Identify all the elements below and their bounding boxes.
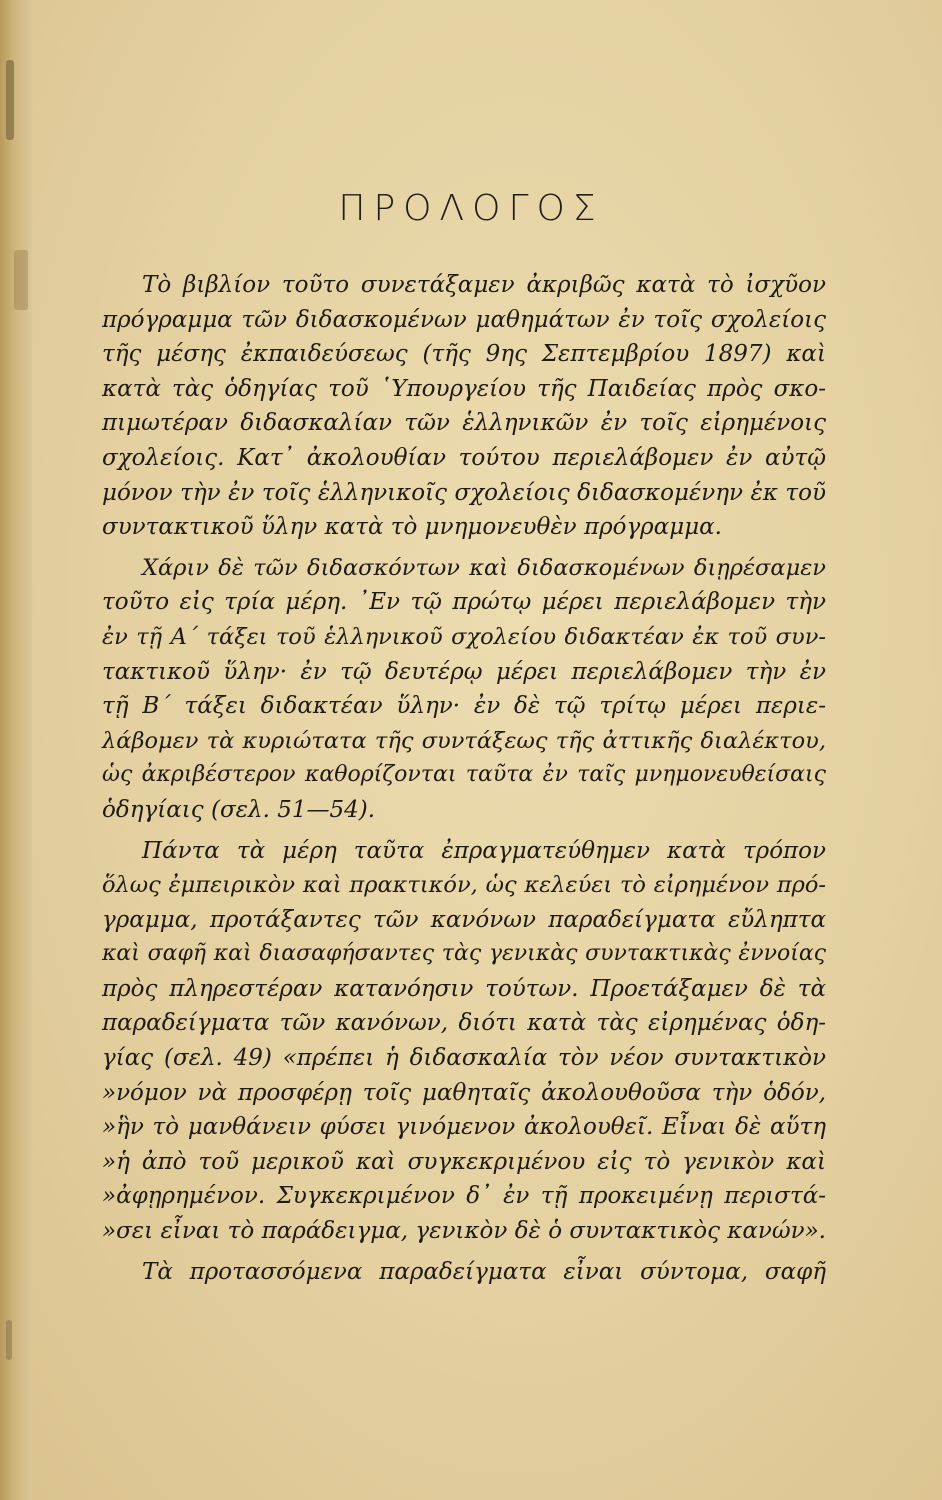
text-line: τῆς μέσης ἐκπαιδεύσεως (τῆς 9ης Σεπτεμβρίου 1897) καὶ xyxy=(102,341,826,368)
text-line: σχολείοις. Κατ᾽ ἀκολουθίαν τούτου περιελάβομεν ἐν αὐτῷ xyxy=(102,444,826,471)
text-line: τακτικοῦ ὕλην· ἐν τῷ δευτέρῳ μέρει περιελάβομεν τὴν ἐν xyxy=(102,658,826,685)
binding-stain xyxy=(14,250,28,310)
text-line: Χάριν δὲ τῶν διδασκόντων καὶ διδασκομένων διῃρέσαμεν xyxy=(142,554,826,581)
text-line: ὡς ἀκριβέστερον καθορίζονται ταῦτα ἐν ταῖς μνημονευθείσαις xyxy=(102,762,826,788)
text-line: ἐν τῇ Α΄ τάξει τοῦ ἑλληνικοῦ σχολείου διδακτέαν ἐκ τοῦ συν- xyxy=(102,623,826,650)
text-line: λάβομεν τὰ κυριώτατα τῆς συντάξεως τῆς ἀττικῆς διαλέκτου, xyxy=(102,727,826,754)
binding-stain xyxy=(6,1320,12,1360)
text-line: πρόγραμμα τῶν διδασκομένων μαθημάτων ἐν τοῖς σχολείοις xyxy=(102,306,826,333)
text-line: γραμμα, προτάξαντες τῶν κανόνων παραδείγματα εὔληπτα xyxy=(102,906,826,933)
text-line: συντακτικοῦ ὕλην κατὰ τὸ μνημονευθὲν πρόγραμμα. xyxy=(102,514,722,541)
page-title: ΠΡΟΛΟΓΟΣ xyxy=(338,188,604,229)
text-line: κατὰ τὰς ὁδηγίας τοῦ ῾Υπουργείου τῆς Παιδείας πρὸς σκο- xyxy=(102,375,826,402)
text-line: Πάντα τὰ μέρη ταῦτα ἐπραγματεύθημεν κατὰ τρόπον xyxy=(142,837,826,864)
text-line: »σει εἶναι τὸ παράδειγμα, γενικὸν δὲ ὁ συντακτικὸς κανών». xyxy=(102,1218,826,1245)
text-line: τοῦτο εἰς τρία μέρη. ᾽Εν τῷ πρώτῳ μέρει περιελάβομεν τὴν xyxy=(102,589,826,616)
text-line: Τὸ βιβλίον τοῦτο συνετάξαμεν ἀκριβῶς κατὰ τὸ ἰσχῦον xyxy=(142,272,826,298)
text-line: »ἡ ἀπὸ τοῦ μερικοῦ καὶ συγκεκριμένου εἰς τὸ γενικὸν καὶ xyxy=(102,1148,826,1175)
text-line: ὁδηγίαις (σελ. 51—54). xyxy=(102,796,376,823)
text-line: »νόμον νὰ προσφέρῃ τοῖς μαθηταῖς ἀκολουθοῦσα τὴν ὁδόν, xyxy=(102,1079,826,1106)
text-line: γίας (σελ. 49) «πρέπει ἡ διδασκαλία τὸν νέον συντακτικὸν xyxy=(102,1045,826,1072)
text-line: μόνον τὴν ἐν τοῖς ἑλληνικοῖς σχολείοις διδασκομένην ἐκ τοῦ xyxy=(102,479,826,506)
text-line: πιμωτέραν διδασκαλίαν τῶν ἑλληνικῶν ἐν τοῖς εἰρημένοις xyxy=(102,410,826,437)
preface-body xyxy=(102,268,826,1289)
binding-stain xyxy=(6,60,14,140)
text-line: »ἣν τὸ μανθάνειν φύσει γινόμενον ἀκολουθεῖ. Εἶναι δὲ αὕτη xyxy=(102,1114,826,1141)
text-line: τῇ Β΄ τάξει διδακτέαν ὕλην· ἐν δὲ τῷ τρίτῳ μέρει περιε- xyxy=(102,693,826,720)
text-line: καὶ σαφῆ καὶ διασαφήσαντες τὰς γενικὰς συντακτικὰς ἐννοίας xyxy=(102,941,826,967)
text-line: παραδείγματα τῶν κανόνων, διότι κατὰ τὰς εἰρημένας ὁδη- xyxy=(102,1010,826,1037)
text-line: Τὰ προτασσόμενα παραδείγματα εἶναι σύντομα, σαφῆ xyxy=(142,1258,826,1285)
text-line: ὅλως ἐμπειρικὸν καὶ πρακτικόν, ὡς κελεύει τὸ εἰρημένον πρό- xyxy=(102,872,826,899)
text-line: »ἀφῃρημένον. Συγκεκριμένον δ᾽ ἐν τῇ προκειμένῃ περιστά- xyxy=(102,1183,826,1210)
text-line: πρὸς πληρεστέραν κατανόησιν τούτων. Προετάξαμεν δὲ τὰ xyxy=(102,975,826,1002)
